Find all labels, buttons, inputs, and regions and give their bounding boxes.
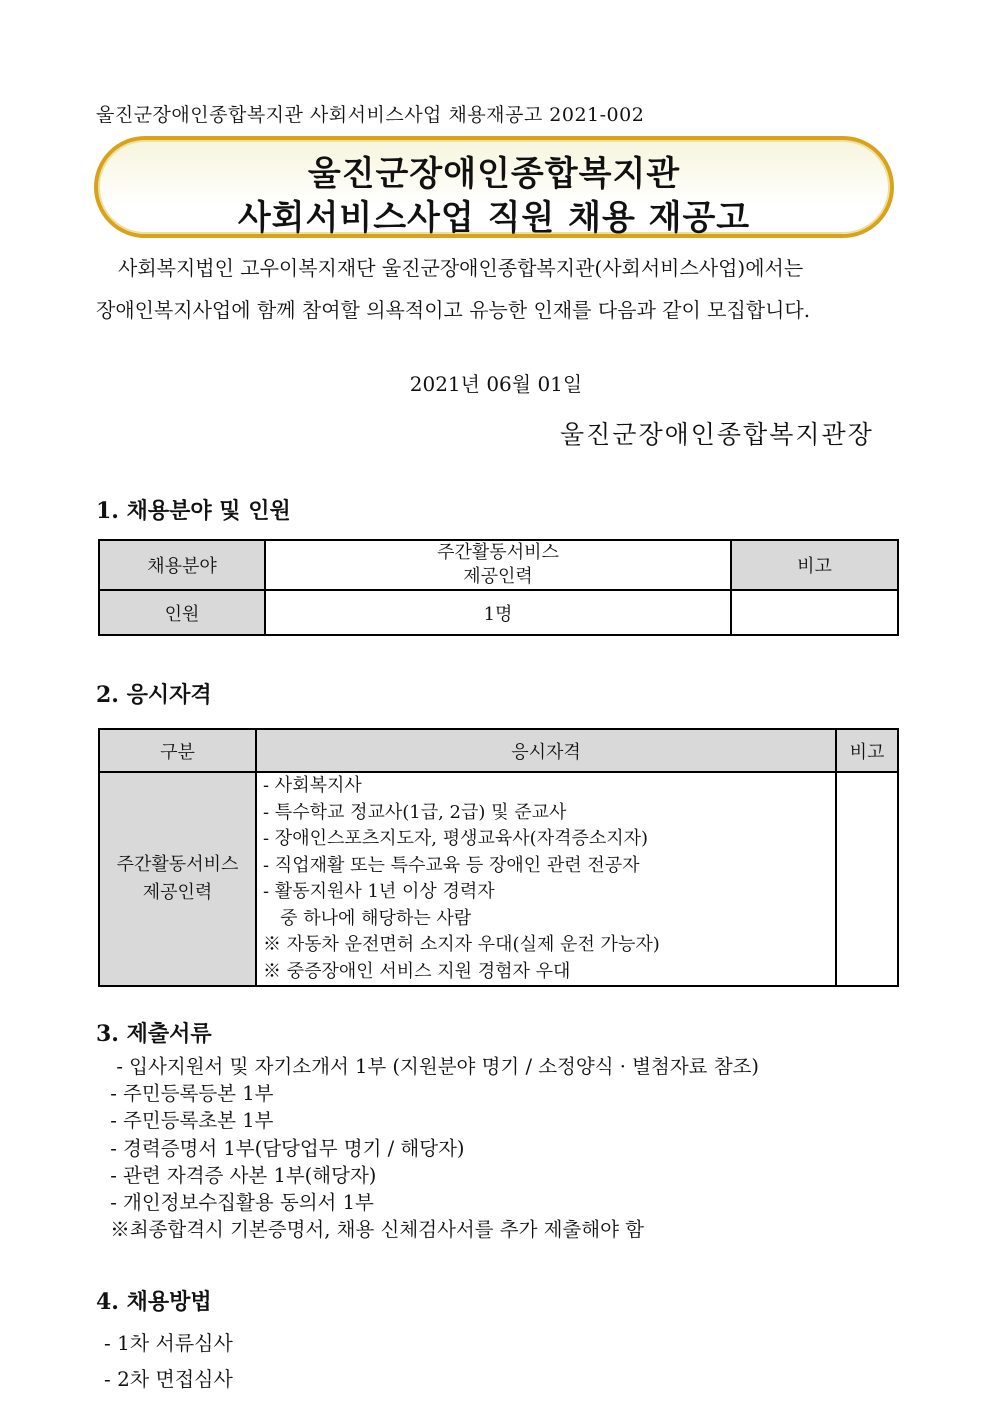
qual-item: - 사회복지사	[263, 775, 362, 796]
recruit-count-value: 1명	[265, 590, 731, 635]
recruit-field-line1: 주간활동서비스	[437, 542, 559, 563]
qual-note: ※ 자동차 운전면허 소지자 우대(실제 운전 가능자)	[263, 934, 660, 955]
banner-title-line1: 울진군장애인종합복지관	[307, 154, 681, 194]
qual-item: - 특수학교 정교사(1급, 2급) 및 준교사	[263, 801, 567, 823]
recruit-field-value	[265, 540, 731, 590]
recruitment-table	[98, 539, 899, 636]
recruit-field-header: 채용분야	[99, 540, 265, 590]
qual-category-line1: 주간활동서비스	[116, 854, 239, 875]
section3-title: 3. 제출서류	[96, 1021, 212, 1047]
intro-line2: 장애인복지사업에 함께 참여할 의욕적이고 유능한 인재를 다음과 같이 모집합니다.	[96, 298, 811, 322]
document-item: - 관련 자격증 사본 1부(해당자)	[104, 1163, 377, 1187]
document-item: - 주민등록등본 1부	[104, 1082, 274, 1106]
recruit-remark-header: 비고	[731, 540, 898, 590]
qual-item: - 직업재활 또는 특수교육 등 장애인 관련 전공자	[263, 854, 640, 876]
qual-category-value	[99, 772, 256, 986]
banner-title-line2: 사회서비스사업 직원 채용 재공고	[237, 198, 751, 238]
signer: 울진군장애인종합복지관장	[560, 420, 874, 449]
section2-title: 2. 응시자격	[96, 682, 212, 708]
recruit-field-line2: 제공인력	[463, 566, 533, 587]
qual-category-header: 구분	[99, 729, 256, 772]
recruit-remark-value	[731, 590, 898, 635]
document-item: - 주민등록초본 1부	[104, 1109, 274, 1133]
section4-title: 4. 채용방법	[96, 1289, 212, 1315]
document-note: ※최종합격시 기본증명서, 채용 신체검사서를 추가 제출해야 함	[104, 1218, 645, 1242]
qual-item: - 활동지원사 1년 이상 경력자	[263, 881, 495, 902]
qual-item: 중 하나에 해당하는 사람	[263, 907, 472, 929]
method-item: - 2차 면접심사	[104, 1367, 233, 1391]
method-item: - 1차 서류심사	[104, 1331, 233, 1355]
announcement-date: 2021년 06월 01일	[409, 372, 583, 396]
document-item: - 개인정보수집활용 동의서 1부	[104, 1191, 374, 1215]
qual-note: ※ 중증장애인 서비스 지원 경험자 우대	[263, 960, 571, 982]
recruit-count-header: 인원	[99, 590, 265, 635]
qual-remark-header: 비고	[836, 729, 898, 772]
document-item: - 입사지원서 및 자기소개서 1부 (지원분야 명기 / 소정양식 · 별첨자료 참조)	[104, 1055, 759, 1078]
qual-requirements-header: 응시자격	[256, 729, 836, 772]
title-banner	[94, 136, 894, 238]
document-item: - 경력증명서 1부(담당업무 명기 / 해당자)	[104, 1136, 465, 1160]
qualification-table	[98, 728, 899, 987]
method-list	[104, 1325, 233, 1397]
intro-line1: 사회복지법인 고우이복지재단 울진군장애인종합복지관(사회서비스사업)에서는	[118, 256, 804, 280]
reference-number: 울진군장애인종합복지관 사회서비스사업 채용재공고 2021-002	[96, 104, 645, 126]
qual-remark-value	[836, 772, 898, 986]
documents-list	[104, 1053, 759, 1243]
section1-title: 1. 채용분야 및 인원	[96, 498, 291, 524]
qual-requirements-list	[256, 772, 836, 986]
qual-item: - 장애인스포츠지도자, 평생교육사(자격증소지자)	[263, 828, 649, 849]
qual-category-line2: 제공인력	[142, 882, 213, 903]
